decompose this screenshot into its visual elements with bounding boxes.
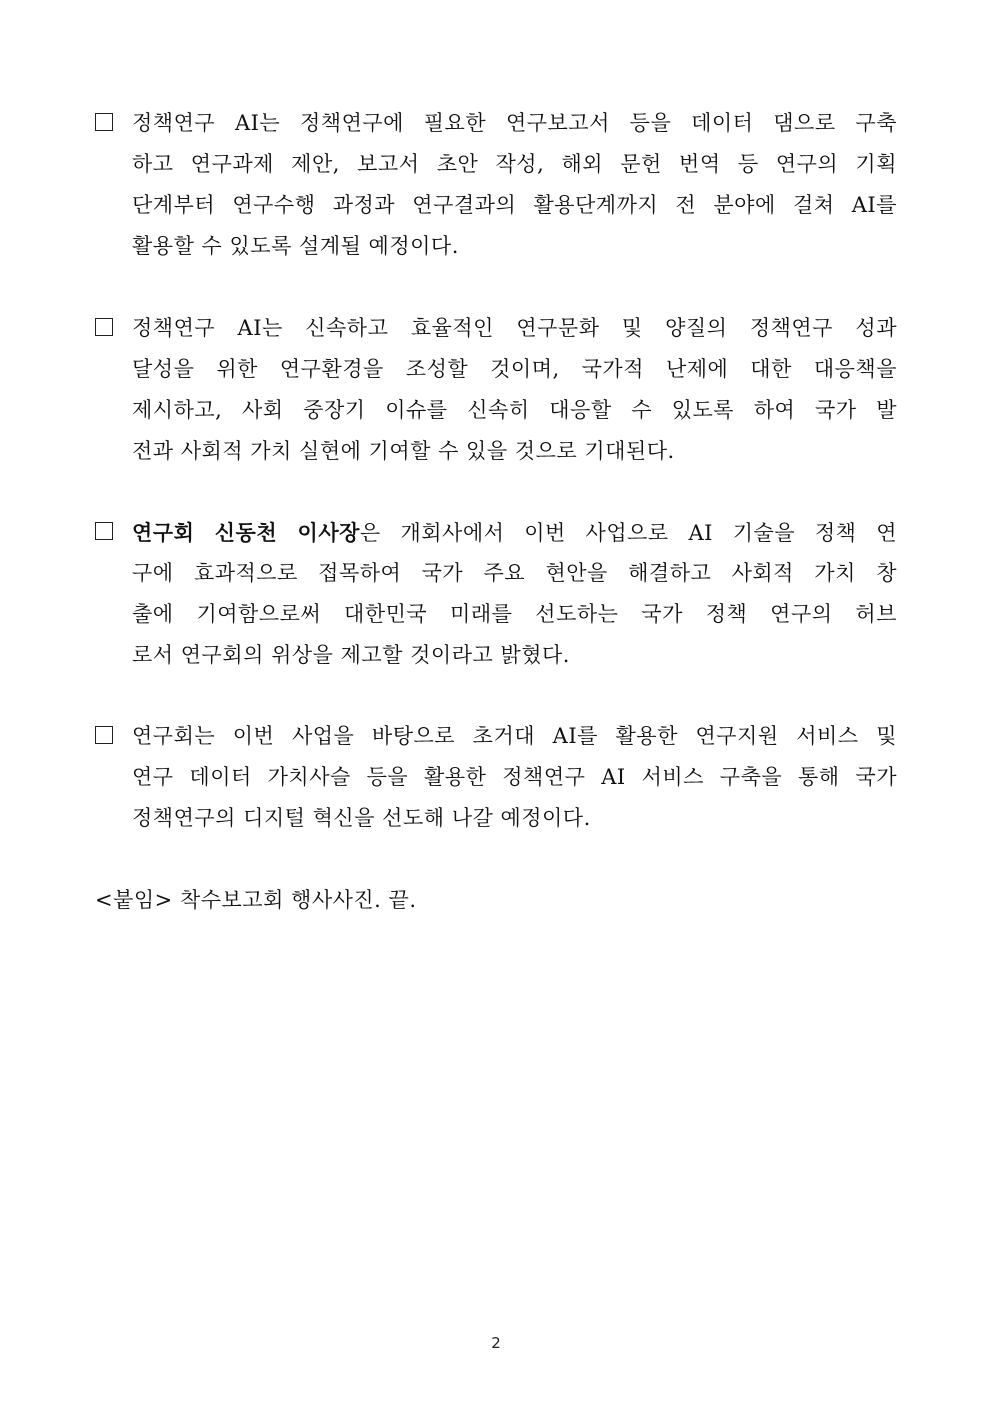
paragraph-line: 정책연구 AI는 신속하고 효율적인 연구문화 및 양질의 정책연구 성과: [132, 316, 897, 340]
chairman-name: 연구회 신동천 이사장: [132, 520, 360, 545]
paragraph-line: 제시하고, 사회 중장기 이슈를 신속히 대응할 수 있도록 하여 국가 발: [132, 398, 897, 422]
checkbox-bullet-icon: [95, 726, 113, 744]
paragraph-line: 정책연구 AI는 정책연구에 필요한 연구보고서 등을 데이터 댐으로 구축: [132, 111, 897, 135]
paragraph-line: 구에 효과적으로 접목하여 국가 주요 현안을 해결하고 사회적 가치 창: [132, 561, 897, 585]
paragraph-line-first: [132, 512, 897, 553]
paragraph-line: 출에 기여함으로써 대한민국 미래를 선도하는 국가 정책 연구의 허브: [132, 602, 897, 626]
paragraph-line: 단계부터 연구수행 과정과 연구결과의 활용단계까지 전 분야에 걸쳐 AI를: [132, 193, 897, 217]
checkbox-bullet-icon: [95, 113, 113, 131]
paragraph-line: 하고 연구과제 제안, 보고서 초안 작성, 해외 문헌 번역 등 연구의 기획: [132, 152, 897, 176]
checkbox-bullet-icon: [95, 318, 113, 336]
paragraph-line: 달성을 위한 연구환경을 조성할 것이며, 국가적 난제에 대한 대응책을: [132, 357, 897, 381]
paragraph-line: 활용할 수 있도록 설계될 예정이다.: [132, 234, 459, 258]
checkbox-bullet-icon: [95, 522, 113, 540]
paragraph-line: 로서 연구회의 위상을 제고할 것이라고 밝혔다.: [132, 643, 570, 667]
paragraph-line: 연구회는 이번 사업을 바탕으로 초거대 AI를 활용한 연구지원 서비스 및: [132, 724, 897, 748]
paragraph-line: 연구 데이터 가치사슬 등을 활용한 정책연구 AI 서비스 구축을 통해 국가: [132, 765, 897, 789]
paragraph-line: 전과 사회적 가치 실현에 기여할 수 있을 것으로 기대된다.: [132, 439, 675, 463]
page-number: 2: [491, 1334, 501, 1352]
attachment-note: <붙임> 착수보고회 행사사진. 끝.: [95, 888, 417, 912]
paragraph-line-rest: 은 개회사에서 이번 사업으로 AI 기술을 정책 연: [359, 521, 897, 545]
paragraph-line: 정책연구의 디지털 혁신을 선도해 나갈 예정이다.: [132, 806, 591, 830]
